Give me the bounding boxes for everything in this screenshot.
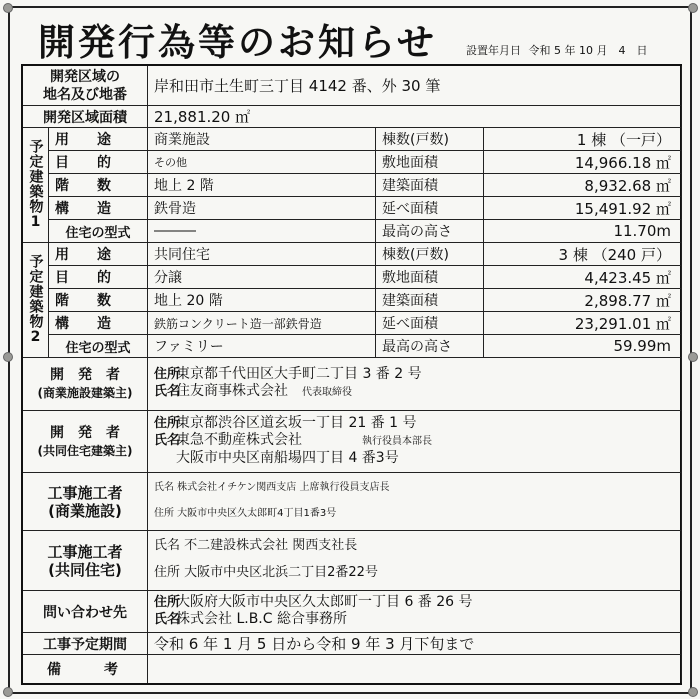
developer2-title: 執行役員本部長 — [362, 436, 432, 447]
developer1-label-sub: (商業施設建築主) — [37, 386, 133, 400]
name-key: 氏名 — [154, 433, 181, 448]
location-label-line2: 地名及び地番 — [43, 86, 127, 103]
contractor1-info — [148, 473, 682, 531]
date-value: 令和 5 年 10 月 4 日 — [528, 44, 648, 57]
contractor1-name: 氏名 株式会社イチケン関西支店 上席執行役員支店長 — [154, 482, 390, 493]
remarks-label: 備 考 — [23, 655, 148, 683]
building2-metric-value: 2,898.77 ㎡ — [484, 289, 682, 312]
building1-row-label: 目 的 — [49, 151, 148, 174]
area-label: 開発区域面積 — [23, 106, 148, 128]
building2-metric-value: 59.99m — [484, 335, 682, 358]
side-bolt-icon — [688, 352, 698, 362]
name-key: 氏名 — [154, 384, 181, 399]
corner-bolt-icon — [3, 3, 13, 13]
location-value: 岸和田市土生町三丁目 4142 番、外 30 筆 — [148, 66, 682, 106]
contact-label: 問い合わせ先 — [23, 591, 148, 633]
developer2-name: 東急不動産株式会社 — [176, 432, 302, 448]
building1-metric-label: 敷地面積 — [376, 151, 484, 174]
developer1-label-main: 開 発 者 — [50, 367, 120, 383]
developer1-info — [148, 358, 682, 411]
contractor2-name: 氏名 不二建設株式会社 関西支社長 — [154, 538, 358, 553]
building2-row-label: 目 的 — [49, 266, 148, 289]
remarks-value — [148, 655, 682, 683]
developer1-title: 代表取締役 — [302, 387, 352, 398]
contact-name: 株式会社 L.B.C 総合事務所 — [176, 611, 347, 627]
location-label — [23, 66, 148, 106]
building1-side-label: 予定建築物1 — [23, 128, 49, 243]
building1-metric-label: 棟数(戸数) — [376, 128, 484, 151]
building2-metric-label: 建築面積 — [376, 289, 484, 312]
building1-row-label: 構 造 — [49, 197, 148, 220]
building1-metric-label: 最高の高さ — [376, 220, 484, 243]
contact-info — [148, 591, 682, 633]
developer2-label-sub: (共同住宅建築主) — [37, 443, 133, 458]
side-bolt-icon — [3, 352, 13, 362]
contractor1-label — [23, 473, 148, 531]
building1-row-value: 商業施設 — [148, 128, 376, 151]
location-label-line1: 開発区域の — [50, 68, 120, 85]
developer2-address: 東京都渋谷区道玄坂一丁目 21 番 1 号 — [176, 415, 417, 431]
contractor2-address: 住所 大阪市中央区北浜二丁目2番22号 — [154, 565, 378, 580]
address-key: 住所 — [154, 367, 181, 382]
developer1-address: 東京都千代田区大手町二丁目 3 番 2 号 — [176, 366, 422, 382]
developer2-label-main: 開 発 者 — [50, 424, 120, 441]
building1-metric-value: 14,966.18 ㎡ — [484, 151, 682, 174]
building1-metric-value: 15,491.92 ㎡ — [484, 197, 682, 220]
building1-row-value: その他 — [148, 151, 376, 174]
developer1-label — [23, 358, 148, 411]
contact-address: 大阪府大阪市中央区久太郎町一丁目 6 番 26 号 — [176, 594, 473, 610]
schedule-label: 工事予定期間 — [23, 633, 148, 655]
building2-metric-label: 延べ面積 — [376, 312, 484, 335]
building1-row-value: ――― — [148, 220, 376, 243]
building1-row-label: 用 途 — [49, 128, 148, 151]
building1-metric-value: 8,932.68 ㎡ — [484, 174, 682, 197]
building2-metric-value: 4,423.45 ㎡ — [484, 266, 682, 289]
building1-metric-value: 11.70m — [484, 220, 682, 243]
developer2-info — [148, 411, 682, 473]
building1-row-value: 地上 2 階 — [148, 174, 376, 197]
building1-row-label: 階 数 — [49, 174, 148, 197]
building1-metric-label: 建築面積 — [376, 174, 484, 197]
corner-bolt-icon — [688, 3, 698, 13]
date-label: 設置年月日 — [466, 44, 521, 57]
address-key: 住所 — [154, 595, 181, 610]
building2-row-value: 地上 20 階 — [148, 289, 376, 312]
building2-metric-label: 棟数(戸数) — [376, 243, 484, 266]
info-table — [21, 64, 682, 685]
building2-row-value: 鉄筋コンクリート造一部鉄骨造 — [148, 312, 376, 335]
contractor2-label-sub: (共同住宅) — [48, 560, 122, 579]
contractor2-info — [148, 531, 682, 591]
contractor1-label-main: 工事施工者 — [47, 483, 123, 502]
address-key: 住所 — [154, 416, 181, 431]
contractor2-label — [23, 531, 148, 591]
building1-metric-label: 延べ面積 — [376, 197, 484, 220]
building2-side-label: 予定建築物2 — [23, 243, 49, 358]
building2-row-label: 構 造 — [49, 312, 148, 335]
developer2-branch-address: 大阪市中央区南船場四丁目 4 番3号 — [176, 450, 399, 466]
contractor1-label-sub: (商業施設) — [48, 501, 122, 520]
notice-title: 開発行為等のお知らせ — [38, 21, 437, 64]
contractor1-address: 住所 大阪市中央区久太郎町4丁目1番3号 — [154, 508, 337, 519]
building2-metric-label: 敷地面積 — [376, 266, 484, 289]
building2-metric-value: 23,291.01 ㎡ — [484, 312, 682, 335]
corner-bolt-icon — [3, 687, 13, 697]
building2-row-value: 共同住宅 — [148, 243, 376, 266]
building1-metric-value: 1 棟 （一戸） — [484, 128, 682, 151]
contractor2-label-main: 工事施工者 — [47, 542, 123, 561]
building2-row-label: 階 数 — [49, 289, 148, 312]
developer1-name: 住友商事株式会社 — [176, 383, 288, 399]
building2-row-label: 用 途 — [49, 243, 148, 266]
building2-row-value: ファミリー — [148, 335, 376, 358]
building1-row-label: 住宅の型式 — [49, 220, 148, 243]
name-key: 氏名 — [154, 612, 181, 627]
installation-date — [466, 42, 651, 58]
area-value: 21,881.20 ㎡ — [148, 106, 682, 128]
building2-metric-value: 3 棟 （240 戸） — [484, 243, 682, 266]
building2-row-label: 住宅の型式 — [49, 335, 148, 358]
building2-row-value: 分譲 — [148, 266, 376, 289]
building1-row-value: 鉄骨造 — [148, 197, 376, 220]
corner-bolt-icon — [688, 687, 698, 697]
developer2-label — [23, 411, 148, 473]
building2-metric-label: 最高の高さ — [376, 335, 484, 358]
schedule-value: 令和 6 年 1 月 5 日から令和 9 年 3 月下旬まで — [148, 633, 682, 655]
